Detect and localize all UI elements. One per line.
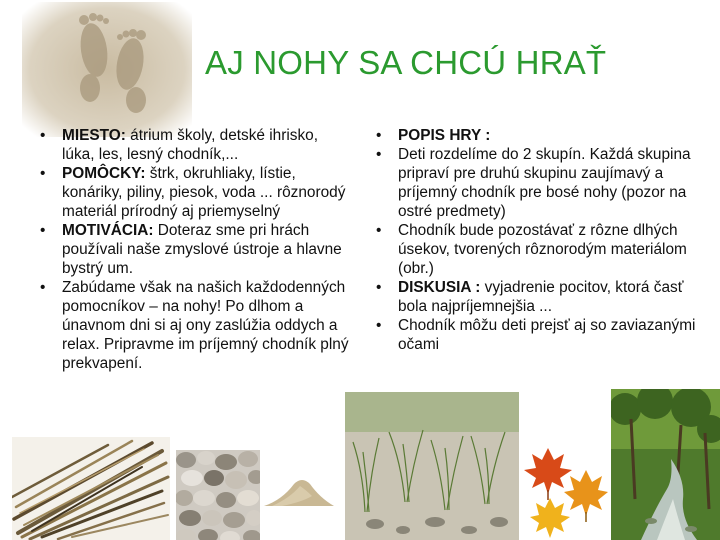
item-label: MOTIVÁCIA: [62,222,154,239]
bullet-icon: • [376,146,382,163]
item-text: Deti rozdelíme do 2 skupín. Každá skupina pripraví pre druhú skupinu zaujímavý a príjemný chodník pre bosé nohy (pozor na ostré predmety) [398,146,691,220]
bullet-icon: • [376,317,382,334]
item-text: Zabúdame však na našich každodenných pomocníkov – na nohy! Po dlhom a únavnom dni si aj ony zaslúžia oddych a relax. Pripravme im príjemný chodník plný prekvapení. [62,279,349,372]
list-item [30,221,350,278]
item-text: Chodník môžu deti prejsť aj so zaviazanými očami [398,317,696,353]
bullet-icon: • [40,127,46,144]
right-bullet-list [366,126,714,354]
grass-path-photo [345,392,519,540]
bullet-icon: • [40,222,46,239]
left-bullet-list [30,126,350,373]
bullet-icon: • [376,279,382,296]
sand-pile-photo [262,470,336,510]
bullet-icon: • [40,165,46,182]
bullet-icon: • [40,279,46,296]
pebbles-photo [176,450,260,540]
item-text: Chodník bude pozostávať z rôzne dlhých úsekov, tvorených rôznorodým materiálom (obr.) [398,222,687,277]
list-item [366,316,714,354]
bullet-icon: • [376,127,382,144]
list-item [366,145,714,221]
page-title: AJ NOHY SA CHCÚ HRAŤ [205,44,607,81]
item-text: Doteraz sme pri hrách používali naše zmyslové ústroje a hlavne bystrý um. [62,222,342,277]
forest-stream-photo [611,389,720,540]
list-item [366,221,714,278]
list-item [366,126,714,145]
twigs-photo [12,437,170,540]
item-label: DISKUSIA : [398,279,481,296]
list-item [366,278,714,316]
bullet-icon: • [376,222,382,239]
list-item [30,278,350,373]
list-item [30,126,350,164]
autumn-leaves-photo [522,440,608,540]
item-text: štrk, okruhliaky, lístie, konáriky, piliny, piesok, voda ... rôznorodý materiál prírodný aj priemyselný [62,165,346,220]
item-label: POMÔCKY: [62,165,146,182]
sand-footprints-photo [22,2,192,137]
list-item [30,164,350,221]
item-label: MIESTO: [62,127,126,144]
item-text: vyjadrenie pocitov, ktorá časť bola najpríjemnejšia ... [398,279,684,315]
item-text: átrium školy, detské ihrisko, lúka, les, lesný chodník,... [62,127,319,163]
item-label: POPIS HRY : [398,127,491,144]
